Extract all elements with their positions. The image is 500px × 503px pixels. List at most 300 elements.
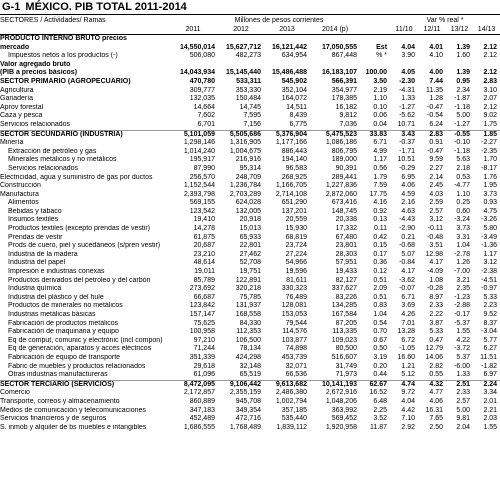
value-cell: 123,842	[189, 302, 215, 310]
value-cell: 354,977	[331, 86, 357, 94]
share-cell: 0.20	[373, 362, 388, 370]
header-row-groups	[0, 16, 500, 25]
table-row	[0, 398, 500, 407]
value-cell: -4.43	[399, 216, 416, 224]
share-cell: 4.99	[373, 147, 388, 155]
value-cell: 75,625	[193, 319, 215, 327]
share-cell: 2.09	[373, 285, 388, 293]
value-cell: 5,475,523	[310, 130, 360, 139]
value-cell: 1,002,794	[275, 397, 307, 405]
row-label: Productos derivados del petróleo y del carbón	[8, 276, 151, 284]
value-cell: 134,285	[331, 302, 357, 310]
value-cell: 109,023	[331, 336, 357, 344]
share-cell: 1.04	[373, 311, 388, 318]
value-cell: 1.21	[401, 362, 416, 370]
value-cell: 2.03	[483, 415, 498, 423]
value-cell: 9.72	[401, 389, 416, 397]
value-cell	[310, 61, 360, 70]
value-cell: 4.04	[401, 43, 416, 51]
value-cell: 27,224	[285, 250, 307, 258]
value-cell: 22,801	[239, 242, 261, 250]
value-cell: 4.75	[483, 207, 498, 215]
value-cell: 2.59	[429, 199, 444, 207]
value-cell: 569,452	[331, 415, 357, 423]
value-cell: 82,127	[335, 276, 357, 284]
value-cell: 68,819	[285, 233, 307, 241]
value-cell: 482,273	[235, 52, 261, 60]
value-cell: 1.70	[483, 156, 498, 164]
value-cell: -0.07	[399, 285, 416, 293]
value-cell: -2.90	[399, 225, 416, 233]
value-cell	[218, 35, 264, 44]
share-cell: % *	[376, 52, 388, 60]
value-cell: -5.62	[399, 112, 416, 120]
value-cell: 95,314	[239, 164, 261, 172]
value-cell: -3.04	[481, 328, 498, 336]
share-cell: 0.83	[373, 302, 388, 310]
value-cell: 16.60	[397, 353, 416, 361]
value-cell: 2.23	[483, 302, 498, 310]
value-cell: 0.91	[429, 139, 444, 147]
value-cell: 12.79	[425, 345, 444, 353]
value-cell: -5.37	[454, 319, 471, 327]
value-cell: 178,385	[331, 95, 357, 103]
value-cell: 7,602	[197, 112, 215, 120]
row-label: PRODUCTO INTERNO BRUTO precios	[0, 35, 127, 42]
table-row	[0, 225, 500, 234]
table-row	[0, 389, 500, 398]
value-cell: 4.22	[456, 336, 471, 344]
col-header	[360, 25, 390, 35]
value-cell: 80,500	[335, 345, 357, 353]
value-cell: 7.01	[401, 319, 416, 327]
value-cell: -1.87	[454, 95, 471, 103]
value-cell: 8.97	[429, 293, 444, 301]
value-cell: 3.31	[456, 233, 471, 241]
share-cell: 62.67	[360, 380, 390, 389]
row-label: Fabricación de productos metálicos	[8, 319, 119, 327]
value-cell: 216,916	[235, 156, 261, 164]
value-cell: 97,210	[193, 336, 215, 344]
table-row	[0, 156, 500, 165]
value-cell: 84,330	[239, 319, 261, 327]
table-row	[0, 174, 500, 183]
value-cell: 289,441	[331, 173, 357, 181]
row-label: Prods de cuero, piel y sucedáneos (s/pren vestir)	[8, 242, 161, 250]
value-cell: 20,338	[335, 216, 357, 224]
value-cell: 2.57	[429, 207, 444, 215]
value-cell: -0.84	[399, 259, 416, 267]
value-cell: -3.49	[481, 233, 498, 241]
value-cell	[473, 61, 500, 70]
value-cell: 1.55	[483, 423, 498, 431]
value-cell: 1.04	[456, 242, 471, 250]
value-cell: 2.45	[429, 182, 444, 190]
value-cell: 1,686,555	[183, 423, 215, 431]
value-cell: 2.24	[473, 380, 500, 389]
value-cell: 167,584	[331, 311, 357, 318]
value-cell: 2.07	[483, 95, 498, 103]
value-cell: -1.27	[454, 120, 471, 128]
value-cell: 424,298	[235, 353, 261, 361]
real-var-header: Var % real *	[426, 17, 464, 24]
value-cell: 23,801	[335, 242, 357, 250]
value-cell: 168,558	[235, 311, 261, 318]
table-row	[0, 345, 500, 354]
value-cell: 3.73	[483, 190, 498, 198]
value-cell: -4.77	[454, 182, 471, 190]
value-cell: 1,298,146	[183, 139, 215, 147]
value-cell: -2.35	[481, 147, 498, 155]
value-cell: 123,542	[189, 207, 215, 215]
value-cell: 87,205	[335, 319, 357, 327]
value-cell: 14.06	[425, 353, 444, 361]
table-row	[0, 268, 500, 277]
value-cell: 4.77	[429, 389, 444, 397]
col-header: 2014 (p)	[310, 25, 360, 35]
value-cell: 66,536	[285, 371, 307, 379]
row-label: Industrias metálicas básicas	[8, 311, 96, 318]
value-cell: 2,703,289	[229, 190, 261, 198]
col-header: 14/13	[473, 25, 500, 35]
share-cell: 0.44	[373, 371, 388, 379]
table-row	[0, 294, 500, 303]
value-cell: 14,664	[193, 103, 215, 111]
share-cell: 6.48	[373, 397, 388, 405]
value-cell: 268,925	[281, 173, 307, 181]
value-cell: 337,627	[331, 285, 357, 293]
share-cell: 1.17	[373, 156, 388, 164]
value-cell: 61,875	[193, 233, 215, 241]
value-cell: 5.12	[401, 371, 416, 379]
table-row	[0, 69, 500, 78]
value-cell: 9,613,682	[264, 380, 310, 389]
value-cell: 14,511	[286, 103, 307, 111]
value-cell: -0.29	[399, 164, 416, 172]
table-row	[0, 61, 500, 70]
value-cell: 2.04	[456, 423, 471, 431]
value-cell: 7,156	[243, 120, 261, 128]
value-cell: 71,973	[335, 371, 357, 379]
table-row	[0, 311, 500, 320]
value-cell: -2.27	[481, 139, 498, 147]
share-cell: 3.19	[373, 353, 388, 361]
value-cell: 5.77	[483, 336, 498, 344]
value-cell: -0.68	[399, 242, 416, 250]
value-cell: 2.14	[429, 173, 444, 181]
value-cell	[418, 61, 446, 70]
row-label: Comercio	[0, 389, 30, 397]
share-cell: 0.36	[373, 259, 388, 267]
value-cell: 4.63	[401, 207, 416, 215]
value-cell: 15,486,488	[271, 69, 307, 77]
value-cell: -1.23	[454, 293, 471, 301]
value-cell: 23,210	[193, 250, 215, 258]
row-label: Fabricación de maquinaria y equipo	[8, 328, 119, 336]
value-cell: 2,486,380	[275, 389, 307, 397]
value-cell: 150,484	[235, 95, 261, 103]
value-cell: 137,201	[281, 207, 307, 215]
row-label: Manufactura	[0, 190, 39, 198]
value-cell: -1.82	[481, 362, 498, 370]
value-cell: 1.55	[456, 328, 471, 336]
table-row	[0, 234, 500, 243]
value-cell: 20,687	[193, 242, 215, 250]
row-label: Eq de generación, aparatos y acces eléctricos	[8, 345, 152, 353]
value-cell: 9,106,442	[218, 380, 264, 389]
value-cell	[473, 35, 500, 44]
value-cell: 2,172,857	[183, 389, 215, 397]
row-label: Caza y pesca	[0, 112, 43, 120]
share-cell: 0.70	[373, 328, 388, 336]
value-cell: 112,353	[236, 328, 261, 336]
value-cell: 6.71	[401, 293, 416, 301]
table-row	[0, 320, 500, 329]
value-cell: 78,134	[239, 345, 261, 353]
value-cell: 132,005	[235, 207, 261, 215]
value-cell: 1.39	[456, 69, 471, 77]
row-label: Servicios relacionados	[0, 120, 71, 128]
value-cell: 0.21	[401, 233, 416, 241]
value-cell: 6.24	[429, 120, 444, 128]
value-cell: 9,812	[339, 112, 357, 120]
row-label: Medios de comunicación y telecomunicaciones	[0, 406, 146, 414]
gdp-table	[0, 16, 500, 432]
value-cell: 1,768,489	[229, 423, 261, 431]
col-header: 11/10	[390, 25, 418, 35]
share-cell: 0.12	[373, 268, 388, 276]
row-label: Insumos textiles	[8, 216, 59, 224]
value-cell: -2.30	[399, 77, 416, 85]
value-cell: 2.92	[401, 423, 416, 431]
row-label: Productos textiles (excepto prendas de vestir)	[8, 225, 151, 233]
value-cell: 74,898	[285, 345, 307, 353]
value-cell: -2.38	[481, 268, 498, 276]
value-cell: 2,714,108	[275, 190, 307, 198]
value-cell: 65,519	[239, 371, 261, 379]
value-cell: -0.10	[454, 139, 471, 147]
value-cell: 2.16	[401, 199, 416, 207]
value-cell: 103,877	[281, 336, 307, 344]
share-cell: 0.67	[373, 336, 388, 344]
share-cell: 0.10	[373, 103, 388, 111]
value-cell: 5.07	[401, 250, 416, 258]
value-cell: 516,607	[331, 353, 357, 361]
value-cell: 6.95	[401, 173, 416, 181]
value-cell: 153,053	[281, 311, 307, 318]
row-label: Minería	[0, 139, 24, 147]
value-cell: -1.05	[399, 345, 416, 353]
value-cell: 1,004,675	[229, 147, 261, 155]
value-cell: 1,316,905	[229, 139, 261, 147]
header-row-years	[0, 25, 500, 35]
value-cell: 2.33	[429, 302, 444, 310]
value-cell: 4.06	[401, 182, 416, 190]
share-cell	[360, 35, 390, 44]
share-cell: 0.42	[373, 233, 388, 241]
value-cell: 11.35	[426, 86, 444, 94]
value-cell: 248,709	[235, 173, 261, 181]
col-header: 2012	[218, 25, 264, 35]
value-cell: 886,443	[281, 147, 307, 155]
value-cell: -0.54	[427, 112, 444, 120]
value-cell: 3.51	[429, 242, 444, 250]
value-cell: 8,472,095	[168, 380, 218, 389]
value-cell: 5.80	[483, 225, 498, 233]
row-label: Industria química	[8, 285, 62, 293]
value-cell: 132,035	[189, 95, 215, 103]
value-cell: -1.18	[454, 147, 471, 155]
value-cell: 4.00	[429, 69, 444, 77]
value-cell: -1.27	[399, 103, 416, 111]
value-cell: 357,185	[281, 406, 307, 414]
value-cell: 1,177,166	[275, 139, 307, 147]
value-cell: 353,330	[235, 86, 261, 94]
table-row	[0, 337, 500, 346]
value-cell: -0.28	[427, 285, 444, 293]
value-cell: 1.10	[456, 190, 471, 198]
value-cell: 470,780	[189, 77, 215, 85]
value-cell: 867,448	[331, 52, 357, 60]
value-cell: 122,891	[235, 276, 261, 284]
row-label: SECTOR SECUNDARIO (INDUSTRIA)	[0, 130, 168, 139]
value-cell: -0.55	[446, 130, 473, 139]
value-cell: 15,930	[285, 225, 307, 233]
col-header: 2011	[168, 25, 218, 35]
value-cell: -0.37	[399, 139, 416, 147]
value-cell: 1,236,784	[229, 182, 261, 190]
value-cell: 52,708	[239, 259, 261, 267]
value-cell: 363,992	[331, 406, 357, 414]
value-cell: 2,355,159	[229, 389, 261, 397]
value-cell: 1.39	[456, 43, 471, 51]
table-row	[0, 87, 500, 96]
value-cell: 3.34	[483, 389, 498, 397]
value-cell: 100,958	[189, 328, 215, 336]
value-cell: 83,226	[335, 293, 357, 301]
value-cell: 452,489	[189, 415, 215, 423]
value-cell: 20,918	[239, 216, 261, 224]
value-cell: -4.31	[399, 86, 416, 94]
value-cell: 27,462	[239, 250, 261, 258]
value-cell: 352,104	[281, 86, 307, 94]
value-cell: 2.83	[483, 77, 498, 85]
value-cell: 4.59	[401, 190, 416, 198]
value-cell: 14,550,014	[179, 43, 215, 51]
value-cell: 351,339	[189, 353, 215, 361]
value-cell: 1.17	[483, 250, 498, 258]
value-cell: 6.72	[401, 336, 416, 344]
value-cell: 16,183,107	[321, 69, 357, 77]
value-cell: 3.73	[456, 225, 471, 233]
value-cell: 1.28	[429, 95, 444, 103]
table-row	[0, 277, 500, 286]
value-cell: 7,595	[243, 112, 261, 120]
value-cell: -2.88	[454, 302, 471, 310]
row-label: Impuestos netos a los productos (-)	[8, 52, 118, 60]
value-cell: 13.28	[397, 328, 416, 336]
value-cell: 533,311	[236, 77, 261, 85]
value-cell: 256,570	[189, 173, 215, 181]
value-cell: 2.34	[456, 86, 471, 94]
table-row	[0, 121, 500, 130]
value-cell: -1.36	[481, 242, 498, 250]
value-cell: 860,889	[189, 397, 215, 405]
table-row	[0, 104, 500, 113]
row-label: Industria de la madera	[8, 250, 78, 258]
value-cell: 2.35	[456, 285, 471, 293]
table-row	[0, 371, 500, 380]
value-cell: 309,777	[189, 86, 215, 94]
value-cell: 453,739	[281, 353, 307, 361]
table-row	[0, 78, 500, 87]
value-cell: 19,433	[335, 268, 357, 276]
row-label: Ganadería	[0, 95, 34, 103]
value-cell: 8,439	[289, 112, 307, 120]
value-cell: -0.47	[427, 103, 444, 111]
share-cell: 11.87	[370, 423, 388, 431]
value-cell: -3.72	[454, 345, 471, 353]
row-label: Electricidad, agua y suministro de gas por ductos	[0, 173, 153, 181]
table-row	[0, 139, 500, 148]
table-body	[0, 35, 500, 433]
value-cell: -0.97	[481, 285, 498, 293]
value-cell: 4.10	[429, 52, 444, 60]
row-label: Industria del papel	[8, 259, 66, 267]
value-cell: 273,692	[189, 285, 215, 293]
share-cell: 0.51	[373, 276, 388, 284]
value-cell: 0.95	[456, 77, 471, 85]
value-cell: 90,391	[335, 164, 357, 172]
value-cell: 2,672,916	[325, 389, 357, 397]
table-row	[0, 354, 500, 363]
value-cell: 29,618	[193, 362, 215, 370]
share-cell: 6.71	[373, 139, 388, 147]
share-cell: 2.25	[373, 406, 388, 414]
value-cell: 66,687	[193, 293, 215, 301]
value-cell: 1,014,240	[183, 147, 215, 155]
value-cell: 320,218	[235, 285, 261, 293]
value-cell: 0.55	[429, 371, 444, 379]
table-row	[0, 424, 500, 433]
value-cell: -8.17	[481, 164, 498, 172]
value-cell: 1.33	[456, 371, 471, 379]
value-cell: 0.53	[456, 173, 471, 181]
value-cell: 128,081	[281, 302, 307, 310]
value-cell: 1.95	[483, 182, 498, 190]
value-cell: 71,244	[193, 345, 215, 353]
row-label: (PIB a precios básicos)	[0, 69, 78, 77]
value-cell: 2.83	[418, 130, 446, 139]
value-cell: 2,872,060	[325, 190, 357, 198]
share-cell: 1.10	[373, 95, 388, 103]
value-cell	[390, 35, 418, 44]
value-cell: 14,043,934	[179, 69, 215, 77]
value-cell: 15,145,440	[225, 69, 261, 77]
report-title-text: MÉXICO. PIB TOTAL 2011-2014	[25, 1, 187, 13]
table-row	[0, 251, 500, 260]
report-title	[0, 0, 500, 14]
value-cell: 9.02	[483, 112, 498, 120]
value-cell: 195,917	[189, 156, 215, 164]
value-cell: 1.26	[456, 259, 471, 267]
share-cell	[360, 61, 390, 70]
value-cell: -0.11	[427, 225, 444, 233]
value-cell: 2.12	[483, 103, 498, 111]
value-cell: 14,278	[193, 225, 215, 233]
value-cell: 4.05	[401, 69, 416, 77]
value-cell: 87,990	[193, 164, 215, 172]
